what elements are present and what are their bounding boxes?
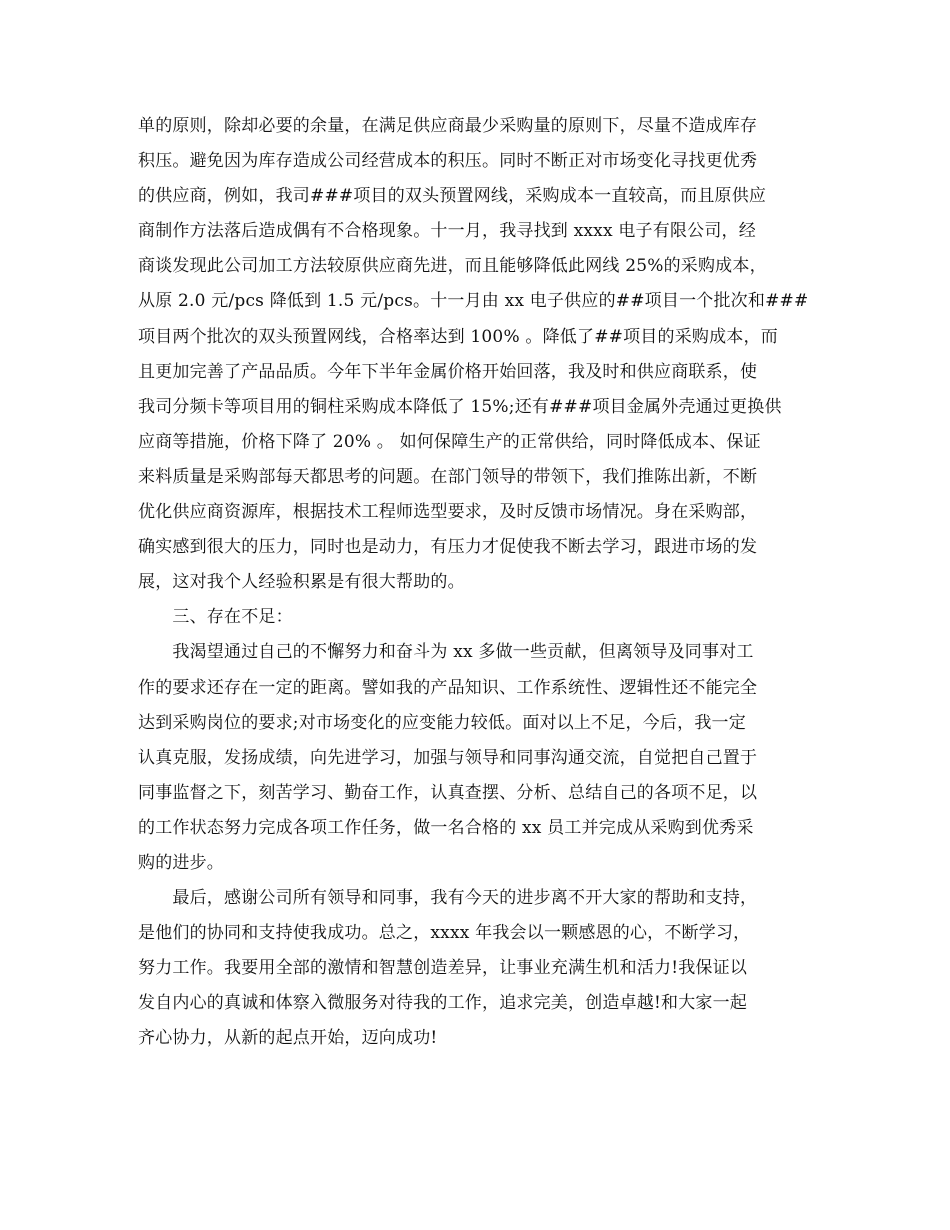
text-line: 确实感到很大的压力，同时也是动力，有压力才促使我不断去学习，跟进市场的发 (138, 537, 758, 558)
text-line: 购的进步。 (138, 852, 224, 873)
text-line: 的工作状态努力完成各项工作任务，做一名合格的 xx 员工并完成从采购到优秀采 (138, 817, 754, 838)
text-line: 齐心协力，从新的起点开始，迈向成功! (138, 1028, 438, 1049)
text-line: 的供应商，例如，我司###项目的双头预置网线，采购成本一直较高，而且原供应 (138, 186, 767, 207)
text-line: 同事监督之下，刻苦学习、勤奋工作，认真查摆、分析、总结自己的各项不足，以 (138, 782, 758, 803)
text-line: 发自内心的真诚和体察入微服务对待我的工作，追求完美，创造卓越!和大家一起 (138, 993, 748, 1014)
text-line: 展，这对我个人经验积累是有很大帮助的。 (138, 572, 465, 593)
text-line: 项目两个批次的双头预置网线，合格率达到 100% 。降低了##项目的采购成本，而 (138, 326, 778, 347)
section-heading: 三、存在不足： (138, 607, 293, 628)
text-line: 作的要求还存在一定的距离。譬如我的产品知识、工作系统性、逻辑性还不能完全 (138, 677, 758, 698)
text-line: 积压。避免因为库存造成公司经营成本的积压。同时不断正对市场变化寻找更优秀 (138, 151, 758, 172)
text-line: 商制作方法落后造成偶有不合格现象。十一月，我寻找到 xxxx 电子有限公司，经 (138, 221, 756, 242)
text-line: 最后，感谢公司所有领导和同事，我有今天的进步离不开大家的帮助和支持， (138, 888, 758, 909)
text-line: 单的原则，除却必要的余量，在满足供应商最少采购量的原则下，尽量不造成库存 (138, 116, 758, 136)
document-body (138, 109, 818, 1057)
text-line: 商谈发现此公司加工方法较原供应商先进，而且能够降低此网线 25%的采购成本， (138, 256, 767, 277)
text-line: 优化供应商资源库，根据技术工程师选型要求，及时反馈市场情况。身在采购部， (138, 502, 758, 523)
text-line: 且更加完善了产品品质。今年下半年金属价格开始回落，我及时和供应商联系，使 (138, 361, 758, 382)
text-line: 从原 2.0 元/pcs 降低到 1.5 元/pcs。十一月由 xx 电子供应的##项目一个批次和### (138, 291, 809, 312)
text-line: 我渴望通过自己的不懈努力和奋斗为 xx 多做一些贡献，但离领导及同事对工 (138, 642, 754, 663)
text-line: 努力工作。我要用全部的激情和智慧创造差异，让事业充满生机和活力!我保证以 (138, 958, 748, 979)
text-line: 认真克服，发扬成绩，向先进学习，加强与领导和同事沟通交流，自觉把自己置于 (138, 747, 758, 768)
text-line: 是他们的协同和支持使我成功。总之，xxxx 年我会以一颗感恩的心，不断学习， (138, 923, 751, 944)
text-line: 来料质量是采购部每天都思考的问题。在部门领导的带领下，我们推陈出新，不断 (138, 466, 758, 487)
text-line: 达到采购岗位的要求;对市场变化的应变能力较低。面对以上不足，今后，我一定 (138, 712, 746, 733)
text-line: 我司分频卡等项目用的铜柱采购成本降低了 15%;还有###项目金属外壳通过更换供 (138, 396, 782, 417)
text-line: 应商等措施，价格下降了 20% 。 如何保障生产的正常供给，同时降低成本、保证 (138, 431, 761, 452)
